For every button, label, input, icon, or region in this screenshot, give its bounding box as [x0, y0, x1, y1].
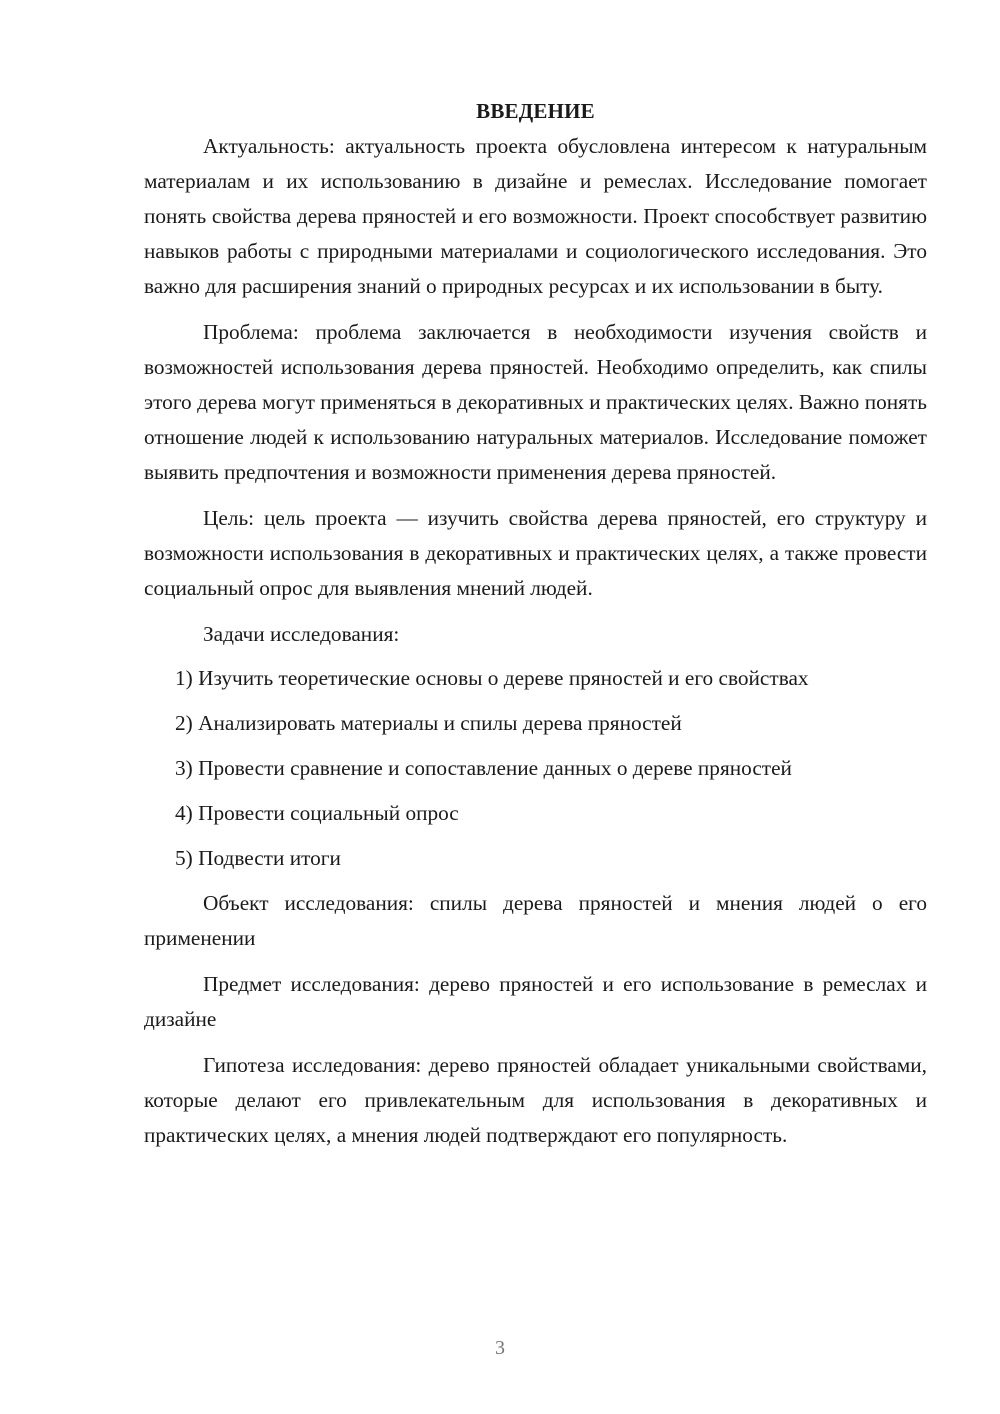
- tasks-list: [144, 661, 927, 876]
- list-item: 2) Анализировать материалы и спилы дерева пряностей: [175, 711, 682, 735]
- list-item: 4) Провести социальный опрос: [175, 801, 459, 825]
- paragraph-problem: Проблема: проблема заключается в необходимости изучения свойств и возможностей использования дерева пряностей. Необходимо определить, как спилы этого дерева могут применяться в декоративных и практических целях. Важно понять отношение людей к использованию натуральных материалов. Исследование поможет выявить предпочтения и возможности применения дерева пряностей.: [144, 320, 927, 484]
- paragraph-goal: Цель: цель проекта — изучить свойства дерева пряностей, его структуру и возможности использования в декоративных и практических целях, а также провести социальный опрос для выявления мнений людей.: [144, 506, 927, 600]
- document-page: [144, 96, 927, 1164]
- list-item: 5) Подвести итоги: [175, 846, 341, 870]
- paragraph-object: Объект исследования: спилы дерева пряностей и мнения людей о его применении: [144, 891, 927, 950]
- list-item: 3) Провести сравнение и сопоставление данных о дереве пряностей: [175, 756, 792, 780]
- tasks-heading: Задачи исследования:: [203, 622, 400, 646]
- page-number: 3: [495, 1337, 505, 1359]
- list-item: 1) Изучить теоретические основы о дереве пряностей и его свойствах: [175, 666, 809, 690]
- paragraph-relevance: Актуальность: актуальность проекта обусловлена интересом к натуральным материалам и их использованию в дизайне и ремеслах. Исследование помогает понять свойства дерева пряностей и его возможности. Проект способствует развитию навыков работы с природными материалами и социологического исследования. Это важно для расширения знаний о природных ресурсах и их использовании в быту.: [144, 134, 927, 298]
- page-title: ВВЕДЕНИЕ: [476, 99, 595, 123]
- paragraph-hypothesis: Гипотеза исследования: дерево пряностей обладает уникальными свойствами, которые делают его привлекательным для использования в декоративных и практических целях, а мнения людей подтверждают его популярность.: [144, 1053, 927, 1147]
- paragraph-subject: Предмет исследования: дерево пряностей и его использование в ремеслах и дизайне: [144, 972, 927, 1031]
